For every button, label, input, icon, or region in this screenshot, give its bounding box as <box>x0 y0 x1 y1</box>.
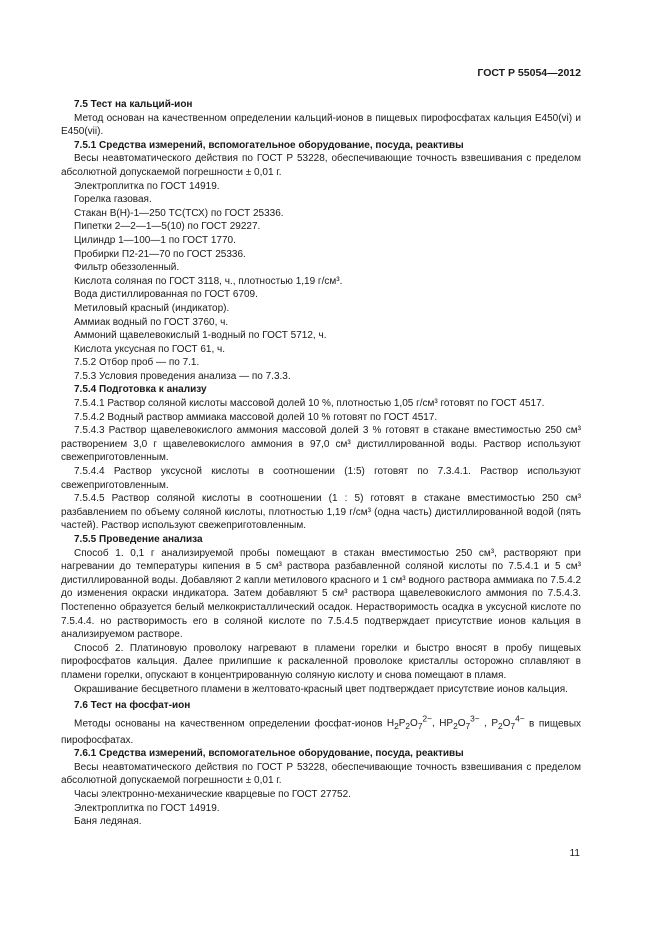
section-7-5-4-title: 7.5.4 Подготовка к анализу <box>74 384 207 396</box>
equipment-item: Часы электронно-механические кварцевые по ГОСТ 27752. <box>74 789 351 801</box>
section-7-5-4-2: 7.5.4.2 Водный раствор аммиака массовой долей 10 % готовят по ГОСТ 4517. <box>74 411 438 423</box>
section-7-6-1-title: 7.6.1 Средства измерений, вспомогательное оборудование, посуда, реактивы <box>74 748 464 760</box>
conclusion-text: Окрашивание бесцветного пламени в желтовато-красный цвет подтверждает присутствие ионов кальция. <box>74 683 568 695</box>
equipment-item: Фильтр обеззоленный. <box>74 262 180 274</box>
intro-text-end: в пищевых пирофосфатах. <box>61 718 582 746</box>
equipment-item: Вода дистиллированная по ГОСТ 6709. <box>74 289 258 301</box>
equipment-item: Цилиндр 1—100—1 по ГОСТ 1770. <box>74 234 236 246</box>
equipment-item: Аммоний щавелевокислый 1-водный по ГОСТ 5712, ч. <box>74 330 327 342</box>
section-7-5-4-3: 7.5.4.3 Раствор щавелевокислого аммония массовой долей 3 % готовят в стакане вместимостью 250 см³ растворением 3,0 г щавелевокислого аммония в 97,0 см³ дистиллированной воды. Раствор используют свежеприготовленным. <box>61 425 581 464</box>
method-2-text: Способ 2. Платиновую проволоку нагревают в пламени горелки и быстро вносят в пробу пищевых пирофосфатов кальция. Далее прилипшие к раскаленной проволоке кристаллы осторожно сплавляют в пламени горелки, опускают в концентрированную соляную кислоту и снова помещают в пламя. <box>61 642 581 681</box>
equipment-item: Электроплитка по ГОСТ 14919. <box>74 802 220 814</box>
section-7-5-4-4: 7.5.4.4 Раствор уксусной кислоты в соотношении (1:5) готовят по 7.3.4.1. Раствор используют свежеприготовленным. <box>61 466 581 491</box>
equipment-item: Горелка газовая. <box>74 194 152 206</box>
section-7-5-2: 7.5.2 Отбор проб — по 7.1. <box>74 357 200 369</box>
equipment-item: Весы неавтоматического действия по ГОСТ Р 53228, обеспечивающие точность взвешивания с пределом абсолютной допускаемой погрешности ± 0,01 г. <box>61 761 581 787</box>
equipment-item: Весы неавтоматического действия по ГОСТ Р 53228, обеспечивающие точность взвешивания с пределом абсолютной допускаемой погрешности ± 0,01 г. <box>61 153 581 178</box>
section-7-5-5-title: 7.5.5 Проведение анализа <box>74 534 203 545</box>
section-7-6-intro <box>61 713 581 748</box>
section-7-5-4-1: 7.5.4.1 Раствор соляной кислоты массовой долей 10 %, плотностью 1,05 г/см³ готовят по ГОСТ 4517. <box>74 398 545 410</box>
section-7-5-title: 7.5 Тест на кальций-ион <box>74 99 193 110</box>
equipment-item: Баня ледяная. <box>74 816 142 828</box>
section-7-5-intro: Метод основан на качественном определении кальций-ионов в пищевых пирофосфатах кальция E450(vi) и E450(vii). <box>61 112 581 138</box>
document-body <box>61 98 581 829</box>
section-7-6-title: 7.6 Тест на фосфат-ион <box>74 700 191 712</box>
equipment-item: Аммиак водный по ГОСТ 3760, ч. <box>74 316 229 328</box>
phosphate-ion-formulas: $H_2P_2O_7^{2-}$, $HP_2O_7^{3-}$ , $P_2O_7^{4-}$ <box>386 713 525 732</box>
equipment-item: Электроплитка по ГОСТ 14919. <box>74 180 220 192</box>
equipment-item: Стакан В(Н)-1—250 ТС(ТСХ) по ГОСТ 25336. <box>74 207 284 219</box>
page-number: 11 <box>569 848 580 859</box>
method-1-text: Способ 1. 0,1 г анализируемой пробы помещают в стакан вместимостью 250 см³, растворяют при нагревании до температуры кипения в 5 см³ раствора разбавленной соляной кислоты по 7.5.4.1 и 5 см³ дистиллированной воды. Добавляют 2 капли метилового красного и 1 см³ водного раствора аммиака по 7.5.4.2 до изменения окраски индикатора. Затем добавляют 5 см³ раствора щавелевокислого аммония по 7.5.4.3. Постепенно образуется белый мелкокристаллический осадок. Нерастворимость осадка в уксусной кислоте по 7.5.4.4. но растворимость его в соляной кислоте по 7.5.4.5 подтверждает присутствие ионов кальция в анализируемом растворе. <box>61 547 581 641</box>
section-7-5-4-5: 7.5.4.5 Раствор соляной кислоты в соотношении (1 : 5) готовят в стакане вместимостью 250 см³ разбавлением по объему соляной кислоты, плотностью 1,19 г/см³ (одна часть) дистиллированной водой (пять частей). Раствор используют свежеприготовленным. <box>61 493 581 532</box>
equipment-item: Кислота соляная по ГОСТ 3118, ч., плотностью 1,19 г/см³. <box>74 275 343 287</box>
equipment-item: Метиловый красный (индикатор). <box>74 302 230 314</box>
equipment-item: Кислота уксусная по ГОСТ 61, ч. <box>74 343 225 355</box>
section-7-5-1-title: 7.5.1 Средства измерений, вспомогательное оборудование, посуда, реактивы <box>74 139 464 151</box>
equipment-item: Пробирки П2-21—70 по ГОСТ 25336. <box>74 248 246 260</box>
standard-designation: ГОСТ Р 55054—2012 <box>477 67 581 79</box>
equipment-item: Пипетки 2—2—1—5(10) по ГОСТ 29227. <box>74 221 261 233</box>
section-7-5-3: 7.5.3 Условия проведения анализа — по 7.3.3. <box>74 370 291 382</box>
intro-text-start: Методы основаны на качественном определении фосфат-ионов <box>74 718 387 730</box>
